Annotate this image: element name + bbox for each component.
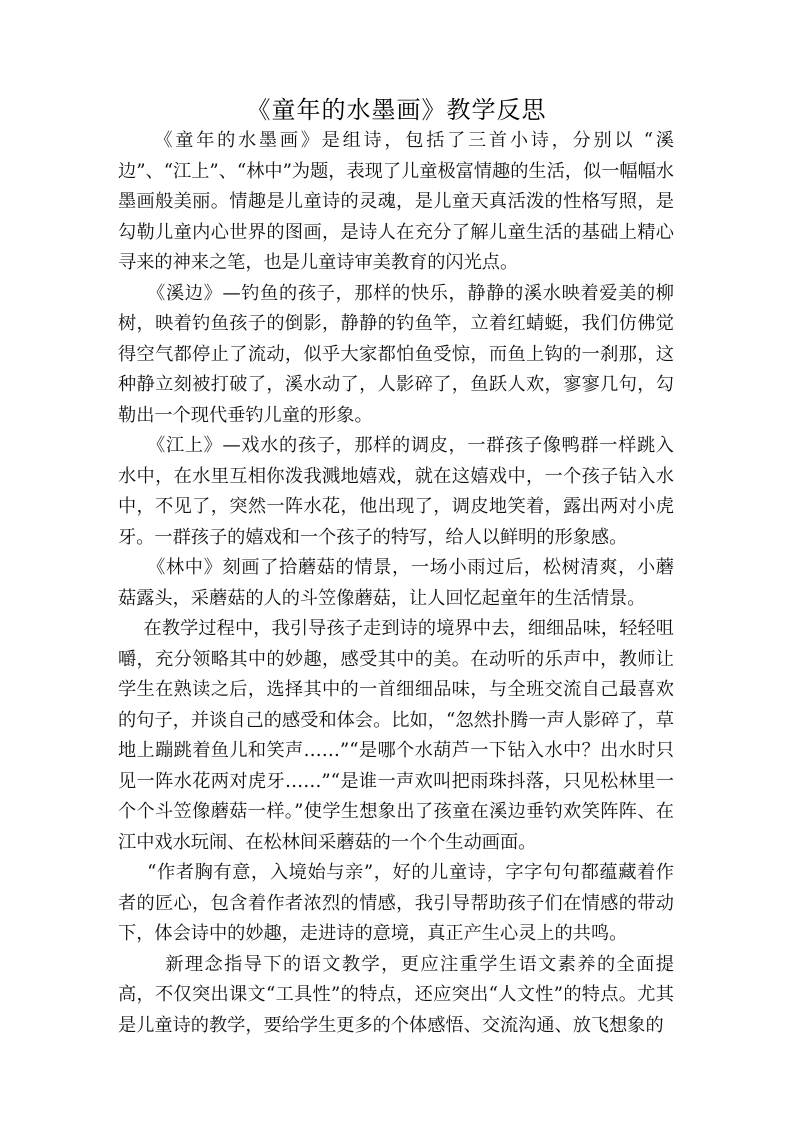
paragraph-jiangshang: 《江上》—戏水的孩子，那样的调皮，一群孩子像鸭群一样跳入水中，在水里互相你泼我溅地嬉戏，就在这嬉戏中，一个孩子钻入水中，不见了，突然一阵水花，他出现了，调皮地笑着，露出两对小虎牙。一群孩子的嬉戏和一个孩子的特写，给人以鲜明的形象感。 — [118, 435, 674, 548]
paragraph-teaching-process: 在教学过程中，我引导孩子走到诗的境界中去，细细品味，轻轻咀嚼，充分领略其中的妙趣，感受其中的美。在动听的乐声中，教师让学生在熟读之后，选择其中的一首细细品味，与全班交流自己最喜欢的句子，并谈自己的感受和体会。比如，“忽然扑腾一声人影碎了，草地上蹦跳着鱼儿和笑声……”“是哪个水葫芦一下钻入水中？出水时只见一阵水花两对虎牙……”“是谁一声欢叫把雨珠抖落，只见松林里一个个斗笠像蘑菇一样。”使学生想象出了孩童在溪边垂钓欢笑阵阵、在江中戏水玩闹、在松林间采蘑菇的一个个生动画面。 — [118, 618, 674, 853]
paragraph-author-intent: “作者胸有意，入境始与亲”，好的儿童诗，字字句句都蕴藏着作者的匠心，包含着作者浓烈的情感，我引导帮助孩子们在情感的带动下，体会诗中的妙趣，走进诗的意境，真正产生心灵上的共鸣。 — [118, 862, 674, 944]
paragraph-new-concept: 新理念指导下的语文教学，更应注重学生语文素养的全面提高，不仅突出课文“工具性”的特点，还应突出“人文性”的特点。尤其是儿童诗的教学，要给学生更多的个体感悟、交流沟通、放飞想象的 — [118, 953, 674, 1036]
paragraph-intro: 《童年的水墨画》是组诗，包括了三首小诗，分别以 “溪边”、“江上”、“林中”为题，表现了儿童极富情趣的生活，似一幅幅水墨画般美丽。情趣是儿童诗的灵魂，是儿童天真活泼的性格写照，是勾勒儿童内心世界的图画，是诗人在充分了解儿童生活的基础上精心寻来的神来之笔，也是儿童诗审美教育的闪光点。 — [118, 130, 674, 273]
paragraph-xibian: 《溪边》—钓鱼的孩子，那样的快乐，静静的溪水映着爱美的柳树，映着钓鱼孩子的倒影，静静的钓鱼竿，立着红蜻蜓，我们仿佛觉得空气都停止了流动，似乎大家都怕鱼受惊，而鱼上钩的一刹那，这种静立刻被打破了，溪水动了，人影碎了，鱼跃人欢，寥寥几句，勾勒出一个现代垂钓儿童的形象。 — [118, 282, 674, 426]
paragraph-linzhong: 《林中》刻画了拾蘑菇的情景，一场小雨过后，松树清爽，小蘑菇露头，采蘑菇的人的斗笠像蘑菇，让人回忆起童年的生活情景。 — [118, 557, 674, 609]
document-body — [118, 126, 674, 1041]
document-title: 《童年的水墨画》教学反思 — [246, 96, 547, 124]
